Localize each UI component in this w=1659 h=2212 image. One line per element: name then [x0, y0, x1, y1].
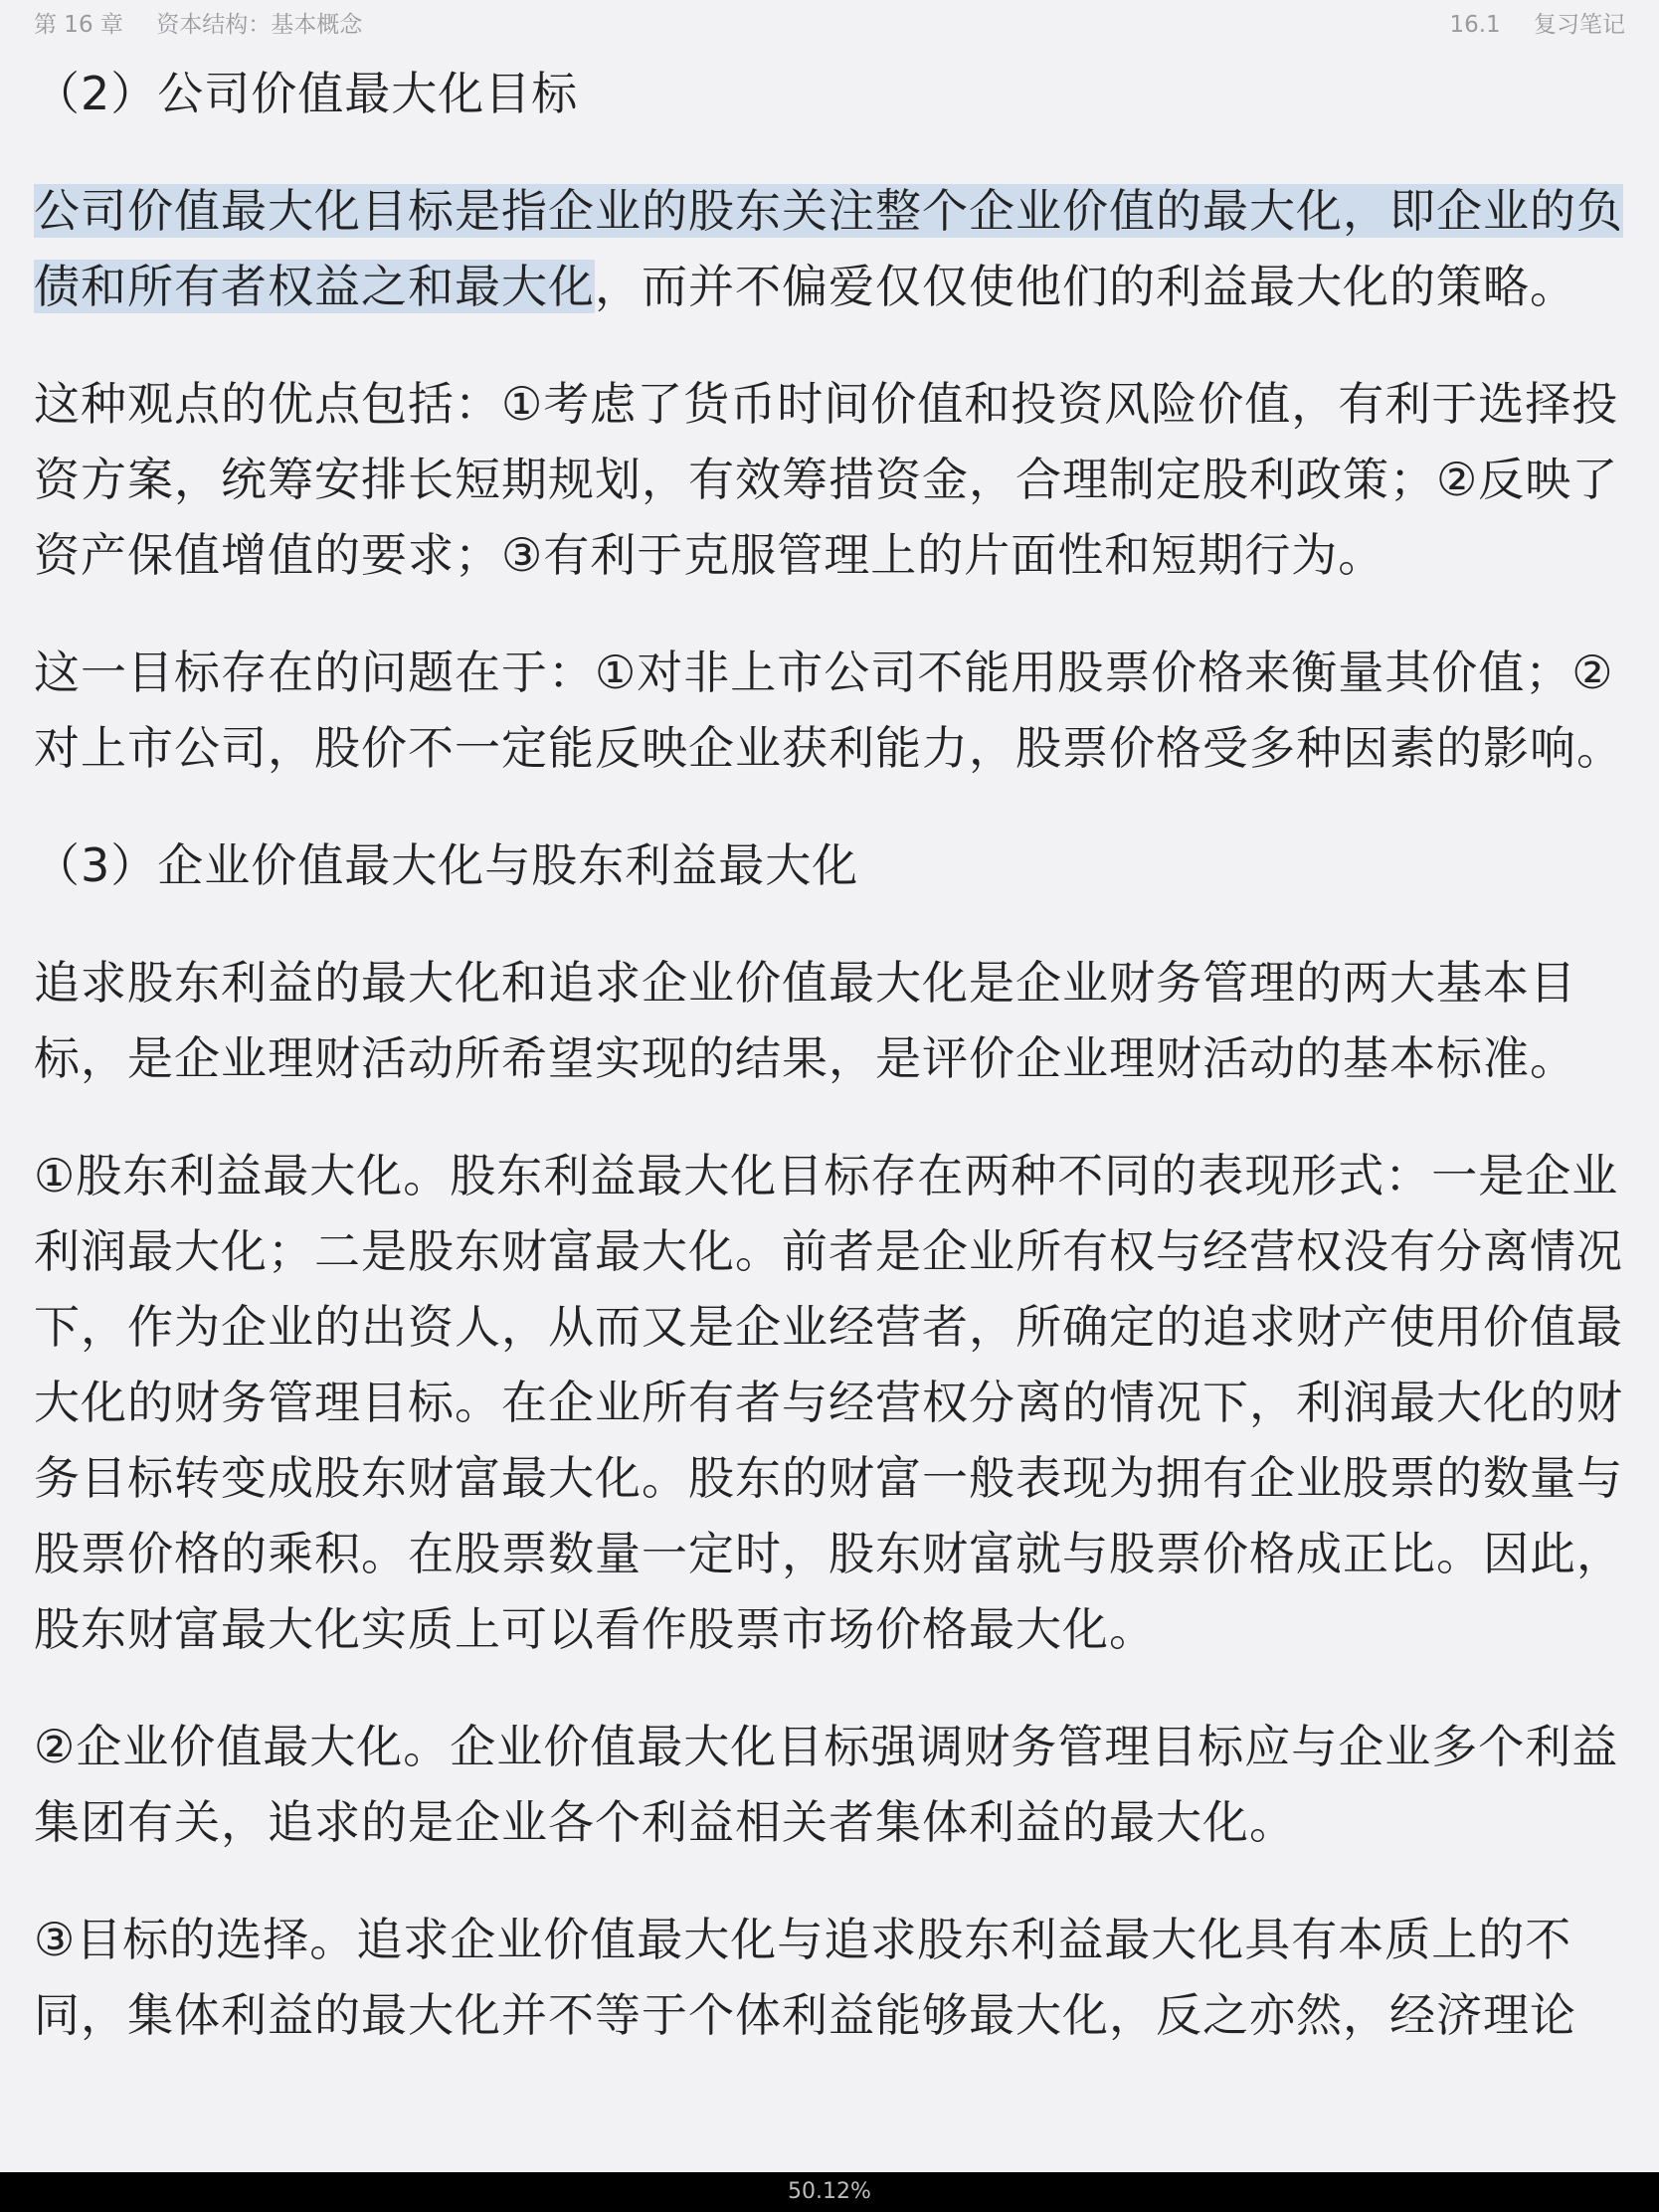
running-head-left — [34, 6, 388, 39]
reading-progress-bar — [0, 2172, 1659, 2212]
paragraph-shareholder-max: ①股东利益最大化。股东利益最大化目标存在两种不同的表现形式：一是企业利润最大化；二是股东财富最大化。前者是企业所有权与经营权没有分离情况下，作为企业的出资人，从而又是企业经营者，所确定的追求财产使用价值最大化的财务管理目标。在企业所有者与经营权分离的情况下，利润最大化的财务目标转变成股东财富最大化。股东的财富一般表现为拥有企业股票的数量与股票价格的乘积。在股票数量一定时，股东财富就与股票价格成正比。因此，股东财富最大化实质上可以看作股票市场价格最大化。 — [34, 1149, 1623, 1656]
highlighted-text[interactable]: 公司价值最大化目标是指企业的股东关注整个企业价值的最大化，即企业的负债和所有者权益之和最大化 — [34, 184, 1623, 313]
reading-content[interactable] — [34, 56, 1625, 2095]
running-head — [0, 0, 1659, 40]
running-head-right — [1449, 6, 1625, 39]
paragraph-problems: 这一目标存在的问题在于：①对非上市公司不能用股票价格来衡量其价值；②对上市公司，股价不一定能反映企业获利能力，股票价格受多种因素的影响。 — [34, 645, 1623, 775]
paragraph-enterprise-max: ②企业价值最大化。企业价值最大化目标强调财务管理目标应与企业多个利益集团有关，追求的是企业各个利益相关者集体利益的最大化。 — [34, 1720, 1619, 1849]
section-title: 复习笔记 — [1534, 12, 1625, 38]
paragraph-goal-choice: ③目标的选择。追求企业价值最大化与追求股东利益最大化具有本质上的不同，集体利益的最大化并不等于个体利益能够最大化，反之亦然，经济理论 — [34, 1913, 1576, 2042]
chapter-title: 资本结构：基本概念 — [156, 12, 363, 38]
chapter-number: 第 16 章 — [34, 12, 123, 38]
section-number: 16.1 — [1449, 12, 1501, 38]
paragraph-advantages: 这种观点的优点包括：①考虑了货币时间价值和投资风险价值，有利于选择投资方案，统筹安排长短期规划，有效筹措资金，合理制定股利政策；②反映了资产保值增值的要求；③有利于克服管理上的片面性和短期行为。 — [34, 377, 1619, 582]
heading-company-value: （2）公司价值最大化目标 — [34, 67, 579, 120]
heading-value-vs-shareholder: （3）企业价值最大化与股东利益最大化 — [34, 838, 859, 892]
paragraph-two-goals: 追求股东利益的最大化和追求企业价值最大化是企业财务管理的两大基本目标，是企业理财活动所希望实现的结果，是评价企业理财活动的基本标准。 — [34, 956, 1576, 1085]
progress-percent: 50.12% — [788, 2179, 871, 2204]
paragraph-definition-rest: ，而并不偏爱仅仅使他们的利益最大化的策略。 — [595, 260, 1576, 313]
paragraph-definition[interactable] — [34, 173, 1625, 324]
